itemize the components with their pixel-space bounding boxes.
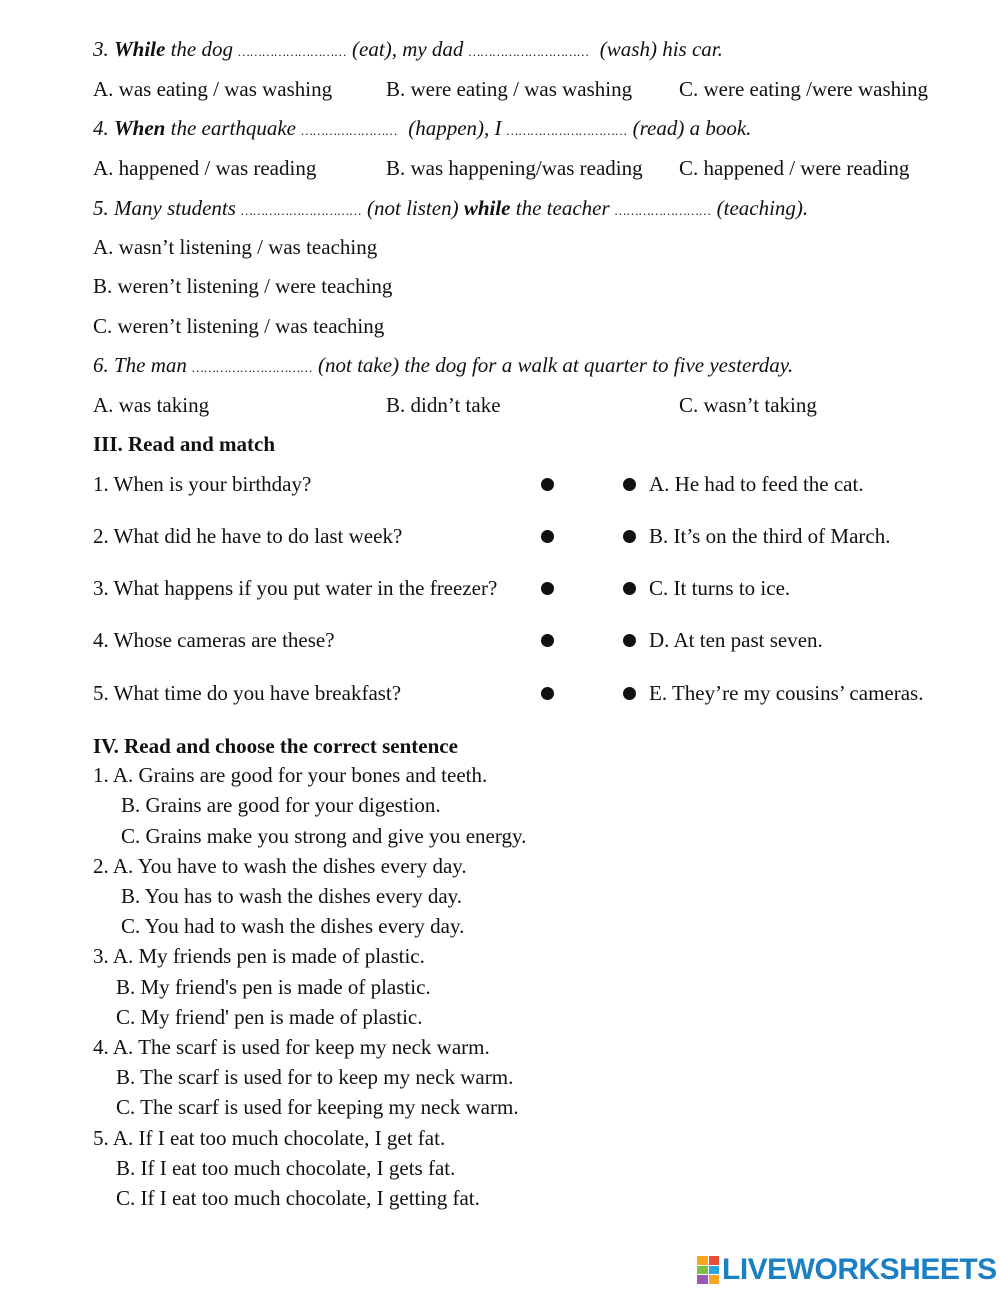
choice-line[interactable]: B. The scarf is used for to keep my neck warm. [116,1065,514,1089]
match-answer: D. At ten past seven. [649,628,823,652]
choice-line[interactable]: 1. A. Grains are good for your bones and teeth. [93,763,488,787]
choice-line[interactable]: 2. A. You have to wash the dishes every day. [93,854,467,878]
choice-line[interactable]: C. If I eat too much chocolate, I getting fat. [116,1186,480,1210]
q6-prompt: 6. The man ………………………… (not take) the dog for a walk at quarter to five yesterday. [93,353,794,377]
q5-option-b[interactable]: B. weren’t listening / were teaching [93,274,393,298]
match-dot-right[interactable] [623,634,636,647]
choice-line[interactable]: C. My friend' pen is made of plastic. [116,1005,423,1029]
choice-line[interactable]: B. You has to wash the dishes every day. [121,884,463,908]
match-dot-right[interactable] [623,530,636,543]
q3-option-c[interactable]: C. were eating /were washing [679,77,928,101]
match-dot-right[interactable] [623,582,636,595]
q6-option-b[interactable]: B. didn’t take [386,393,501,417]
q3-prompt: 3. While the dog ……………………… (eat), my dad ………………………… (wash) his car. [93,37,723,61]
match-answer: B. It’s on the third of March. [649,524,891,548]
blank[interactable]: ………………………… [468,44,590,59]
liveworksheets-logo [697,1252,997,1288]
q6-option-a[interactable]: A. was taking [93,393,210,417]
choice-line[interactable]: B. If I eat too much chocolate, I gets fat. [116,1156,456,1180]
logo-blocks-icon [697,1256,719,1284]
match-dot-left[interactable] [541,687,554,700]
blank[interactable]: ………………………… [506,123,628,138]
q4-option-c[interactable]: C. happened / were reading [679,156,910,180]
blank[interactable]: ……………………… [238,44,347,59]
choice-line[interactable]: 4. A. The scarf is used for keep my neck warm. [93,1035,490,1059]
q4-option-a[interactable]: A. happened / was reading [93,156,317,180]
q5-option-a[interactable]: A. wasn’t listening / was teaching [93,235,378,259]
match-answer: E. They’re my cousins’ cameras. [649,681,924,705]
match-answer: C. It turns to ice. [649,576,791,600]
q4-option-b[interactable]: B. was happening/was reading [386,156,643,180]
match-dot-right[interactable] [623,478,636,491]
match-dot-left[interactable] [541,478,554,491]
match-dot-right[interactable] [623,687,636,700]
match-answer: A. He had to feed the cat. [649,472,864,496]
q6-option-c[interactable]: C. wasn’t taking [679,393,817,417]
q4-prompt: 4. When the earthquake …………………… (happen), I ………………………… (read) a book. [93,116,752,140]
section-3-heading: III. Read and match [93,432,276,456]
choice-line[interactable]: C. Grains make you strong and give you energy. [121,824,527,848]
q5-prompt: 5. Many students ………………………… (not listen) while the teacher …………………… (teaching). [93,196,809,220]
match-question: 2. What did he have to do last week? [93,524,403,548]
choice-line[interactable]: 3. A. My friends pen is made of plastic. [93,944,425,968]
match-question: 3. What happens if you put water in the freezer? [93,576,498,600]
match-dot-left[interactable] [541,634,554,647]
logo-text: LIVEWORKSHEETS [722,1253,997,1286]
choice-line[interactable]: B. My friend's pen is made of plastic. [116,975,431,999]
choice-line[interactable]: C. You had to wash the dishes every day. [121,914,465,938]
blank[interactable]: …………………… [614,203,712,218]
match-question: 5. What time do you have breakfast? [93,681,402,705]
choice-line[interactable]: 5. A. If I eat too much chocolate, I get fat. [93,1126,446,1150]
match-dot-left[interactable] [541,530,554,543]
section-4-heading: IV. Read and choose the correct sentence [93,734,458,758]
q3-option-a[interactable]: A. was eating / was washing [93,77,333,101]
choice-line[interactable]: C. The scarf is used for keeping my neck warm. [116,1095,519,1119]
choice-line[interactable]: B. Grains are good for your digestion. [121,793,441,817]
match-question: 4. Whose cameras are these? [93,628,335,652]
match-dot-left[interactable] [541,582,554,595]
q5-option-c[interactable]: C. weren’t listening / was teaching [93,314,385,338]
blank[interactable]: ………………………… [241,203,362,218]
q3-option-b[interactable]: B. were eating / was washing [386,77,633,101]
blank[interactable]: …………………… [301,123,398,138]
blank[interactable]: ………………………… [192,360,313,375]
match-question: 1. When is your birthday? [93,472,312,496]
